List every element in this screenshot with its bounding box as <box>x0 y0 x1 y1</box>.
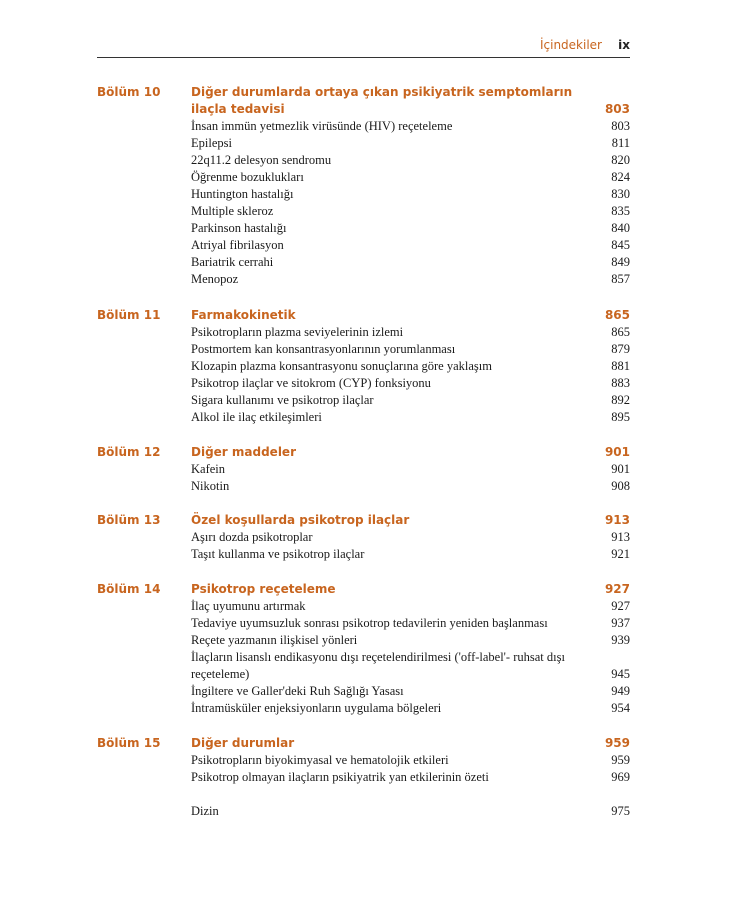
chapter-15 <box>97 735 630 787</box>
entry-page: 954 <box>611 701 630 715</box>
toc-entry <box>191 529 630 546</box>
toc-entry <box>191 700 630 717</box>
toc-entry <box>191 546 630 563</box>
running-header <box>97 38 630 56</box>
chapter-title: Diğer maddeler <box>191 445 296 459</box>
entry-page: 835 <box>611 204 630 218</box>
entry-title: Parkinson hastalığı <box>191 221 287 235</box>
chapter-13 <box>97 512 630 564</box>
header-title: İçindekiler <box>539 38 602 52</box>
header-rule <box>97 57 630 58</box>
chapter-page: 927 <box>604 582 630 596</box>
toc-entry <box>191 169 630 186</box>
chapter-10 <box>97 84 630 294</box>
toc-entry <box>191 478 630 495</box>
toc-entry <box>191 220 630 237</box>
entry-page: 937 <box>611 616 630 630</box>
entry-title: Aşırı dozda psikotroplar <box>191 530 313 544</box>
toc-entry <box>191 237 630 254</box>
chapter-page: 959 <box>604 736 630 750</box>
entry-title: Reçete yazmanın ilişkisel yönleri <box>191 633 358 647</box>
chapter-number: Bölüm 10 <box>97 85 161 99</box>
toc-entry <box>191 598 630 615</box>
chapter-14 <box>97 581 630 721</box>
entry-page: 879 <box>611 342 630 356</box>
toc-entry <box>191 632 630 649</box>
toc-entry <box>191 409 630 426</box>
toc-entry <box>191 203 630 220</box>
chapter-number: Bölüm 15 <box>97 736 161 750</box>
chapter-title: Diğer durumlarda ortaya çıkan psikiyatrik semptomların ilaçla tedavisi <box>191 85 573 116</box>
entry-page: 881 <box>611 359 630 373</box>
entry-page: 939 <box>611 633 630 647</box>
entry-page: 865 <box>611 325 630 339</box>
toc-entry <box>191 461 630 478</box>
chapter-page: 803 <box>604 102 630 116</box>
chapter-title: Psikotrop reçeteleme <box>191 582 336 596</box>
entry-title: Nikotin <box>191 479 230 493</box>
chapter-page: 865 <box>604 308 630 322</box>
toc-entry <box>191 118 630 135</box>
entry-page: 840 <box>611 221 630 235</box>
entry-page: 824 <box>611 170 630 184</box>
entry-title: Tedaviye uyumsuzluk sonrası psikotrop tedavilerin yeniden başlanması <box>191 616 548 630</box>
entry-page: 901 <box>611 462 630 476</box>
chapter-title: Özel koşullarda psikotrop ilaçlar <box>191 513 410 527</box>
chapter-title: Farmakokinetik <box>191 308 296 322</box>
toc-entry <box>191 649 630 683</box>
toc-entry <box>191 135 630 152</box>
toc-entry <box>191 152 630 169</box>
chapter-11 <box>97 307 630 427</box>
entry-title: Psikotrop olmayan ilaçların psikiyatrik yan etkilerinin özeti <box>191 770 489 784</box>
entry-page: 921 <box>611 547 630 561</box>
chapter-page: 901 <box>604 445 630 459</box>
entry-page: 949 <box>611 684 630 698</box>
toc-entry <box>191 392 630 409</box>
entry-page: 849 <box>611 255 630 269</box>
entry-title: İlaç uyumunu artırmak <box>191 599 306 613</box>
entry-title: Sigara kullanımı ve psikotrop ilaçlar <box>191 393 374 407</box>
entry-page: 820 <box>611 153 630 167</box>
toc-entry <box>191 254 630 271</box>
entry-page: 927 <box>611 599 630 613</box>
toc-entry <box>191 752 630 769</box>
entry-title: Psikotropların plazma seviyelerinin izlemi <box>191 325 404 339</box>
entry-title: Huntington hastalığı <box>191 187 294 201</box>
toc-entry <box>191 324 630 341</box>
toc-entry <box>191 341 630 358</box>
index-entry <box>191 803 630 820</box>
entry-title: Menopoz <box>191 272 239 286</box>
entry-page: 895 <box>611 410 630 424</box>
chapter-number: Bölüm 11 <box>97 308 161 322</box>
entry-title: 22q11.2 delesyon sendromu <box>191 153 332 167</box>
chapter-number: Bölüm 13 <box>97 513 161 527</box>
entry-title: Psikotropların biyokimyasal ve hematolojik etkileri <box>191 753 449 767</box>
entry-title: İngiltere ve Galler'deki Ruh Sağlığı Yasası <box>191 684 404 698</box>
toc-entry <box>191 271 630 288</box>
chapter-title: Diğer durumlar <box>191 736 295 750</box>
entry-title: Klozapin plazma konsantrasyonu sonuçlarına göre yaklaşım <box>191 359 492 373</box>
entry-title: İlaçların lisanslı endikasyonu dışı reçetelendirilmesi ('off-label'- ruhsat dışı reçeteleme) <box>191 650 565 681</box>
chapter-12 <box>97 444 630 496</box>
entry-page: 969 <box>611 770 630 784</box>
entry-page: 845 <box>611 238 630 252</box>
entry-page: 908 <box>611 479 630 493</box>
entry-title: Bariatrik cerrahi <box>191 255 274 269</box>
toc-entry <box>191 769 630 786</box>
index-title: Dizin <box>191 804 219 818</box>
entry-page: 883 <box>611 376 630 390</box>
entry-page: 913 <box>611 530 630 544</box>
entry-page: 803 <box>611 119 630 133</box>
entry-title: Psikotrop ilaçlar ve sitokrom (CYP) fonksiyonu <box>191 376 431 390</box>
entry-page: 959 <box>611 753 630 767</box>
toc-entry <box>191 615 630 632</box>
entry-title: Taşıt kullanma ve psikotrop ilaçlar <box>191 547 365 561</box>
toc-entry <box>191 358 630 375</box>
header-page-number: ix <box>618 38 630 52</box>
toc-entry <box>191 186 630 203</box>
chapter-page: 913 <box>604 513 630 527</box>
chapter-number: Bölüm 14 <box>97 582 161 596</box>
entry-page: 811 <box>611 136 630 150</box>
entry-title: Epilepsi <box>191 136 232 150</box>
toc-entry <box>191 375 630 392</box>
entry-page: 945 <box>611 667 630 681</box>
entry-page: 857 <box>611 272 630 286</box>
entry-title: Alkol ile ilaç etkileşimleri <box>191 410 322 424</box>
entry-title: Öğrenme bozuklukları <box>191 170 304 184</box>
entry-title: Kafein <box>191 462 226 476</box>
entry-title: Atriyal fibrilasyon <box>191 238 284 252</box>
entry-title: İnsan immün yetmezlik virüsünde (HIV) reçeteleme <box>191 119 453 133</box>
entry-page: 892 <box>611 393 630 407</box>
toc-entry <box>191 683 630 700</box>
entry-page: 830 <box>611 187 630 201</box>
entry-title: Multiple skleroz <box>191 204 274 218</box>
entry-title: Postmortem kan konsantrasyonlarının yorumlanması <box>191 342 456 356</box>
index-page: 975 <box>611 804 630 818</box>
chapter-number: Bölüm 12 <box>97 445 161 459</box>
entry-title: İntramüsküler enjeksiyonların uygulama bölgeleri <box>191 701 442 715</box>
